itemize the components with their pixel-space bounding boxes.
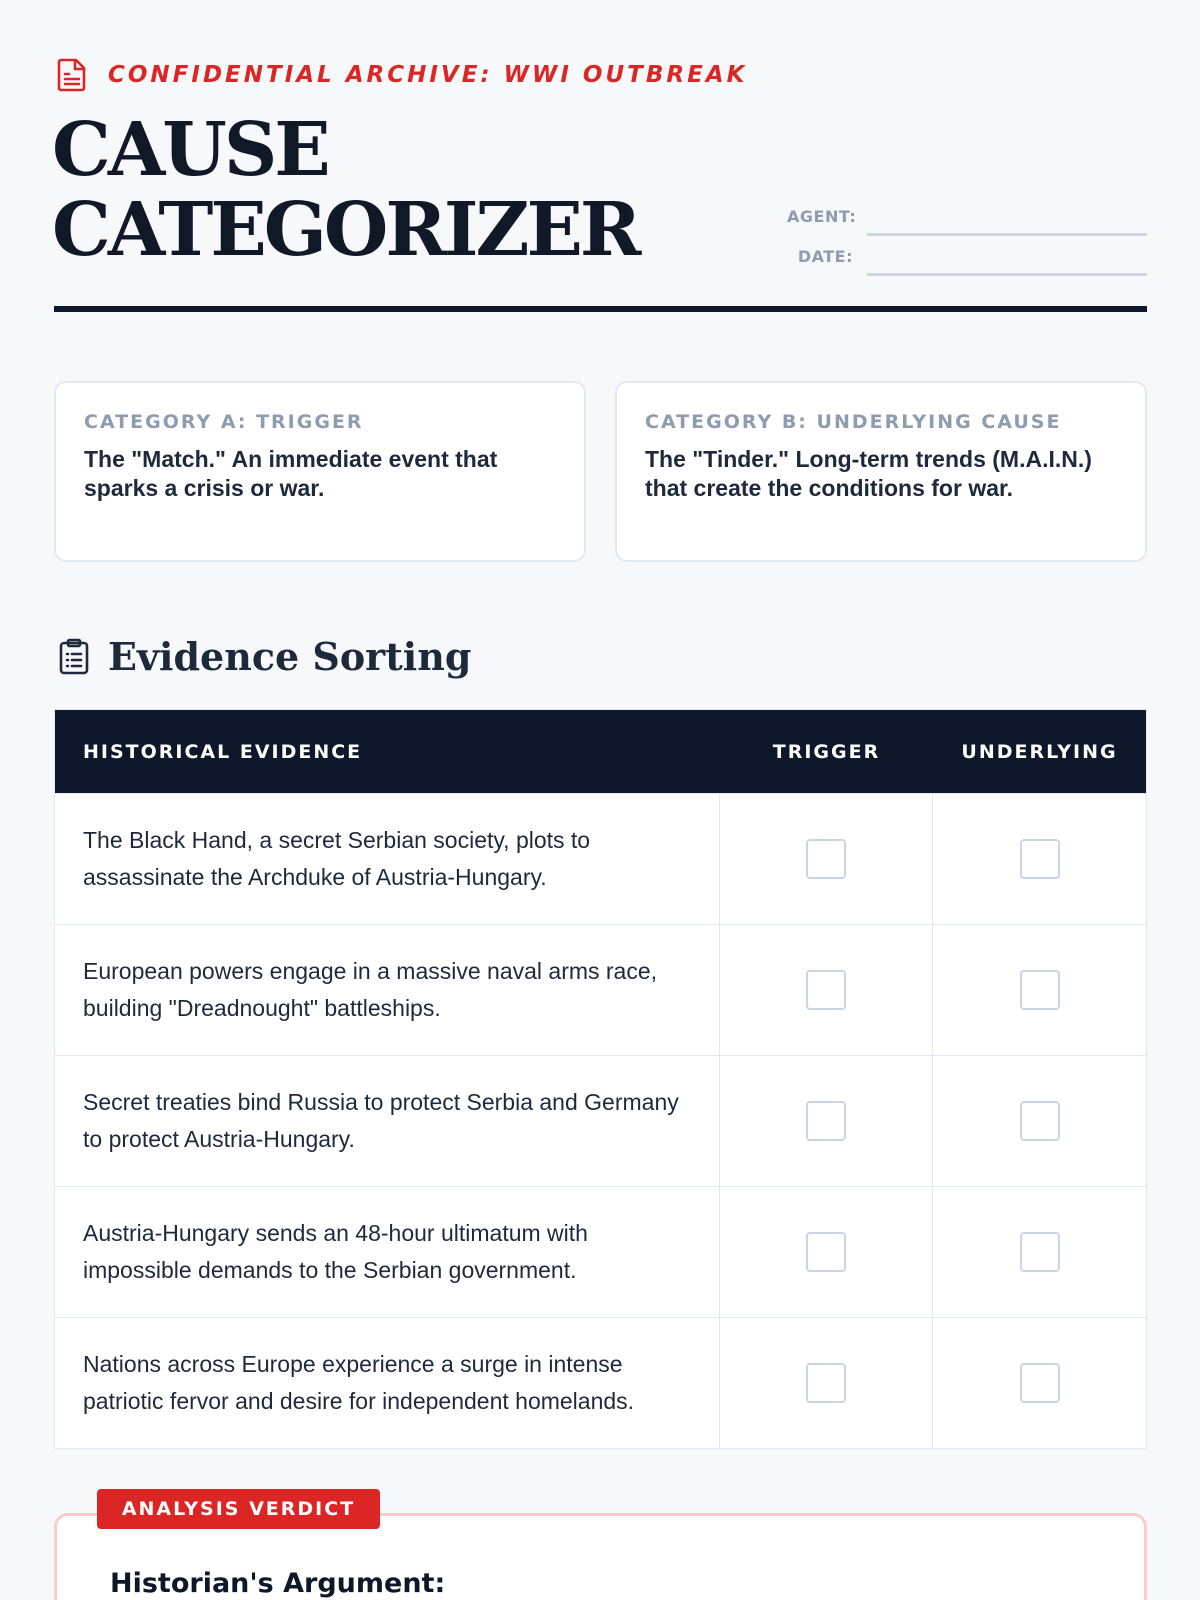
section-title: Evidence Sorting [108,634,472,679]
table-row [55,1317,1146,1448]
underlying-checkbox[interactable] [1020,1101,1060,1141]
category-heading: CATEGORY A: TRIGGER [84,411,364,433]
agent-field[interactable] [867,208,1147,236]
column-header-underlying: UNDERLYING [961,740,1118,763]
column-header-evidence: HISTORICAL EVIDENCE [83,740,363,763]
agent-row [787,196,1147,236]
table-row [55,1055,1146,1186]
page-title [52,107,639,273]
evidence-text: The Black Hand, a secret Serbian society, plots to assassinate the Archduke of Austria-Hungary. [55,794,720,924]
category-heading: CATEGORY B: UNDERLYING CAUSE [645,411,1062,433]
underlying-checkbox[interactable] [1020,839,1060,879]
column-header-trigger: TRIGGER [772,740,881,763]
agent-label: AGENT: [787,207,857,226]
worksheet-page [54,0,1147,1600]
category-card-underlying [615,381,1147,562]
title-line-2: CATEGORIZER [52,187,639,273]
category-card-trigger [54,381,586,562]
table-row [55,1186,1146,1317]
table-row [55,793,1146,924]
trigger-checkbox[interactable] [806,1363,846,1403]
underlying-checkbox[interactable] [1020,970,1060,1010]
category-description: The "Match." An immediate event that sparks a crisis or war. [84,446,498,501]
agent-date-fields [787,196,1147,276]
document-icon [54,57,90,93]
verdict-title: Historian's Argument: [110,1568,446,1599]
date-field[interactable] [867,248,1147,276]
table-row [55,924,1146,1055]
title-line-1: CAUSE [52,107,328,193]
underlying-checkbox[interactable] [1020,1363,1060,1403]
evidence-text: Secret treaties bind Russia to protect Serbia and Germany to protect Austria-Hungary. [55,1056,720,1186]
verdict-badge: ANALYSIS VERDICT [97,1489,380,1529]
evidence-text: Nations across Europe experience a surge in intense patriotic fervor and desire for independent homelands. [55,1318,720,1448]
date-row [787,236,1147,276]
archive-eyebrow [54,57,747,93]
evidence-text: Austria-Hungary sends an 48-hour ultimatum with impossible demands to the Serbian government. [55,1187,720,1317]
header-divider [54,306,1147,312]
trigger-checkbox[interactable] [806,1101,846,1141]
evidence-table [54,709,1147,1449]
table-header [55,710,1146,793]
trigger-checkbox[interactable] [806,970,846,1010]
clipboard-icon [54,637,94,677]
date-label: DATE: [797,247,853,266]
trigger-checkbox[interactable] [806,839,846,879]
trigger-checkbox[interactable] [806,1232,846,1272]
evidence-text: European powers engage in a massive naval arms race, building "Dreadnought" battleships. [55,925,720,1055]
category-description: The "Tinder." Long-term trends (M.A.I.N.) that create the conditions for war. [645,446,1092,501]
evidence-section-header [54,634,471,679]
underlying-checkbox[interactable] [1020,1232,1060,1272]
eyebrow-text: CONFIDENTIAL ARCHIVE: WWI OUTBREAK [108,62,748,88]
